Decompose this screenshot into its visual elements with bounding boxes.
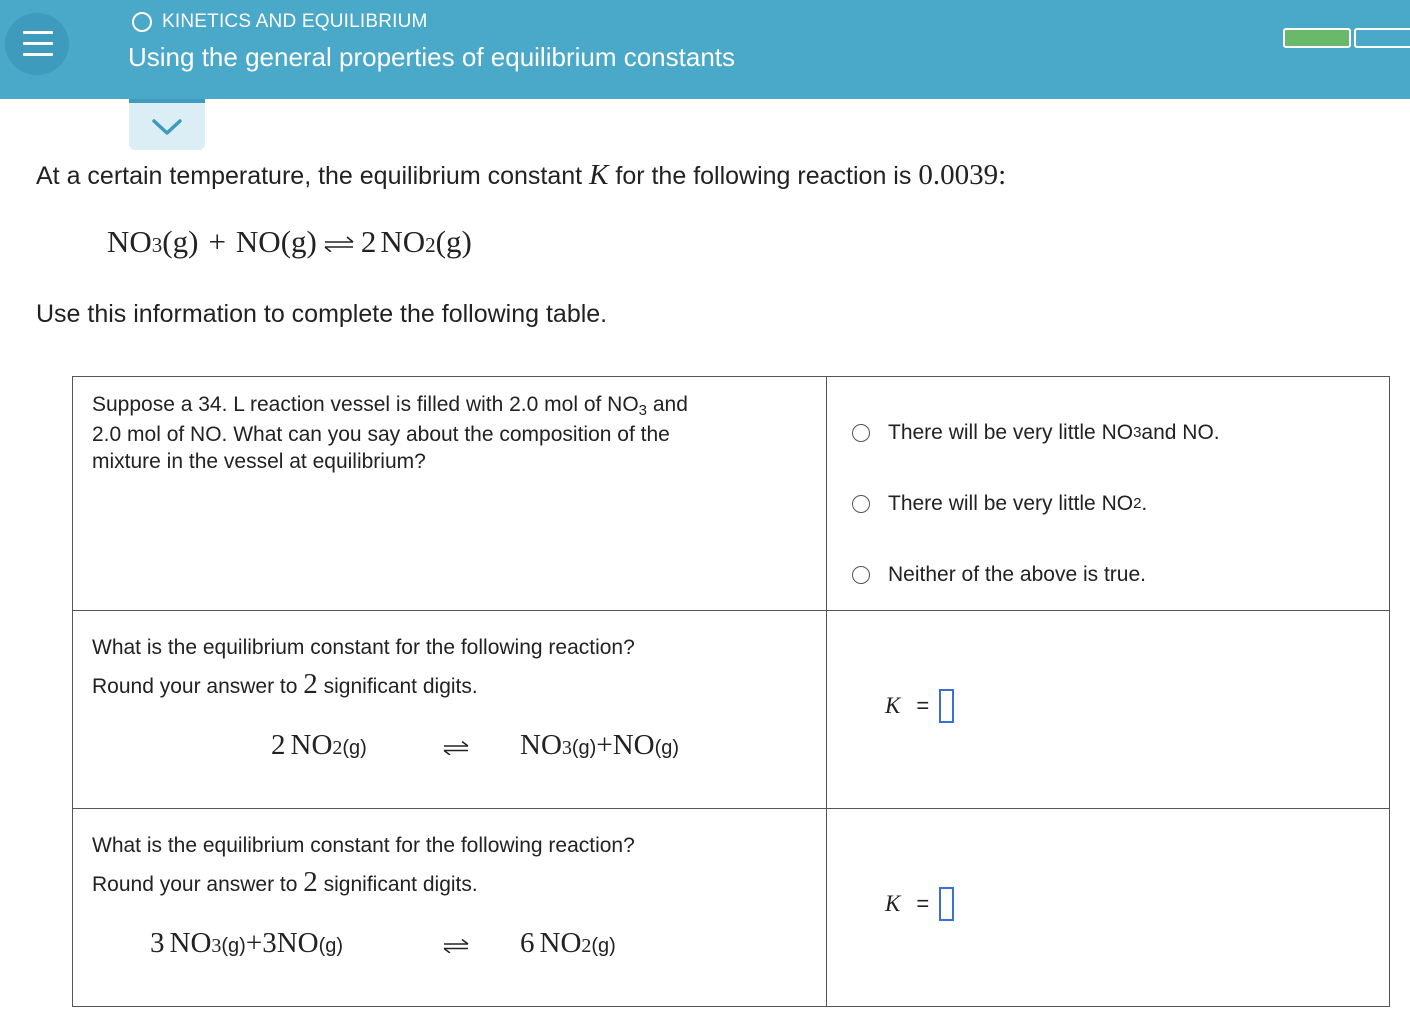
- k-answer-row: K =: [885, 689, 954, 723]
- progress-segment-filled: [1283, 28, 1351, 48]
- question3-answer-cell: [827, 809, 1390, 1007]
- progress-segment-empty: [1354, 28, 1410, 48]
- circle-icon: [132, 12, 152, 32]
- menu-button[interactable]: [5, 13, 69, 75]
- question1-options-cell: [827, 377, 1390, 611]
- radio-button[interactable]: [852, 495, 870, 513]
- expand-toggle-button[interactable]: [129, 99, 205, 150]
- problem-intro: At a certain temperature, the equilibrium constant K for the following reaction is 0.0039:: [36, 159, 1007, 191]
- question2-cell: What is the equilibrium constant for the following reaction? Round your answer to 2 significant digits. 2 NO 2 (g) NO 3 (g) + NO (g): [73, 611, 827, 809]
- question-table: [72, 376, 1390, 1007]
- chevron-down-icon: [151, 117, 183, 137]
- menu-icon: [23, 31, 53, 34]
- main-reaction-equation: NO 3 (g) + NO (g) 2 NO 2 (g): [107, 224, 472, 259]
- k-answer-input[interactable]: [939, 887, 954, 921]
- progress-indicator: [1283, 28, 1410, 48]
- option-neither[interactable]: Neither of the above is true.: [852, 539, 1389, 610]
- section-label: KINETICS AND EQUILIBRIUM: [162, 11, 428, 32]
- radio-button[interactable]: [852, 566, 870, 584]
- option-little-no2[interactable]: There will be very little NO 2 .: [852, 468, 1389, 539]
- section-breadcrumb: [132, 11, 428, 33]
- question1-cell: Suppose a 34. L reaction vessel is filled with 2.0 mol of $NO_3$ and 2.0 mol of NO. What can you say about the composition of the mixture in the vessel at equilibrium?: [73, 377, 827, 611]
- question3-products: 6 NO 2 (g): [520, 927, 616, 959]
- equilibrium-arrow-icon: [323, 236, 355, 252]
- question3-cell: What is the equilibrium constant for the following reaction? Round your answer to 2 significant digits. 3 NO 3 (g) + 3 NO (g) 6 NO 2 (g): [73, 809, 827, 1007]
- equilibrium-arrow-icon: [442, 741, 470, 755]
- k-answer-input[interactable]: [939, 689, 954, 723]
- top-header: [0, 0, 1410, 99]
- option-little-no3-no[interactable]: There will be very little NO 3 and NO.: [852, 397, 1389, 468]
- equilibrium-arrow-icon: [442, 939, 470, 953]
- radio-button[interactable]: [852, 424, 870, 442]
- question2-products: NO 3 (g) + NO (g): [520, 729, 680, 761]
- question3-reactants: 3 NO 3 (g) + 3 NO (g): [150, 927, 344, 959]
- k-answer-row: K =: [885, 887, 954, 921]
- instruction-text: Use this information to complete the following table.: [36, 300, 608, 328]
- question2-reactants: 2 NO 2 (g): [271, 729, 367, 761]
- page-title: Using the general properties of equilibrium constants: [128, 42, 736, 72]
- question2-answer-cell: [827, 611, 1390, 809]
